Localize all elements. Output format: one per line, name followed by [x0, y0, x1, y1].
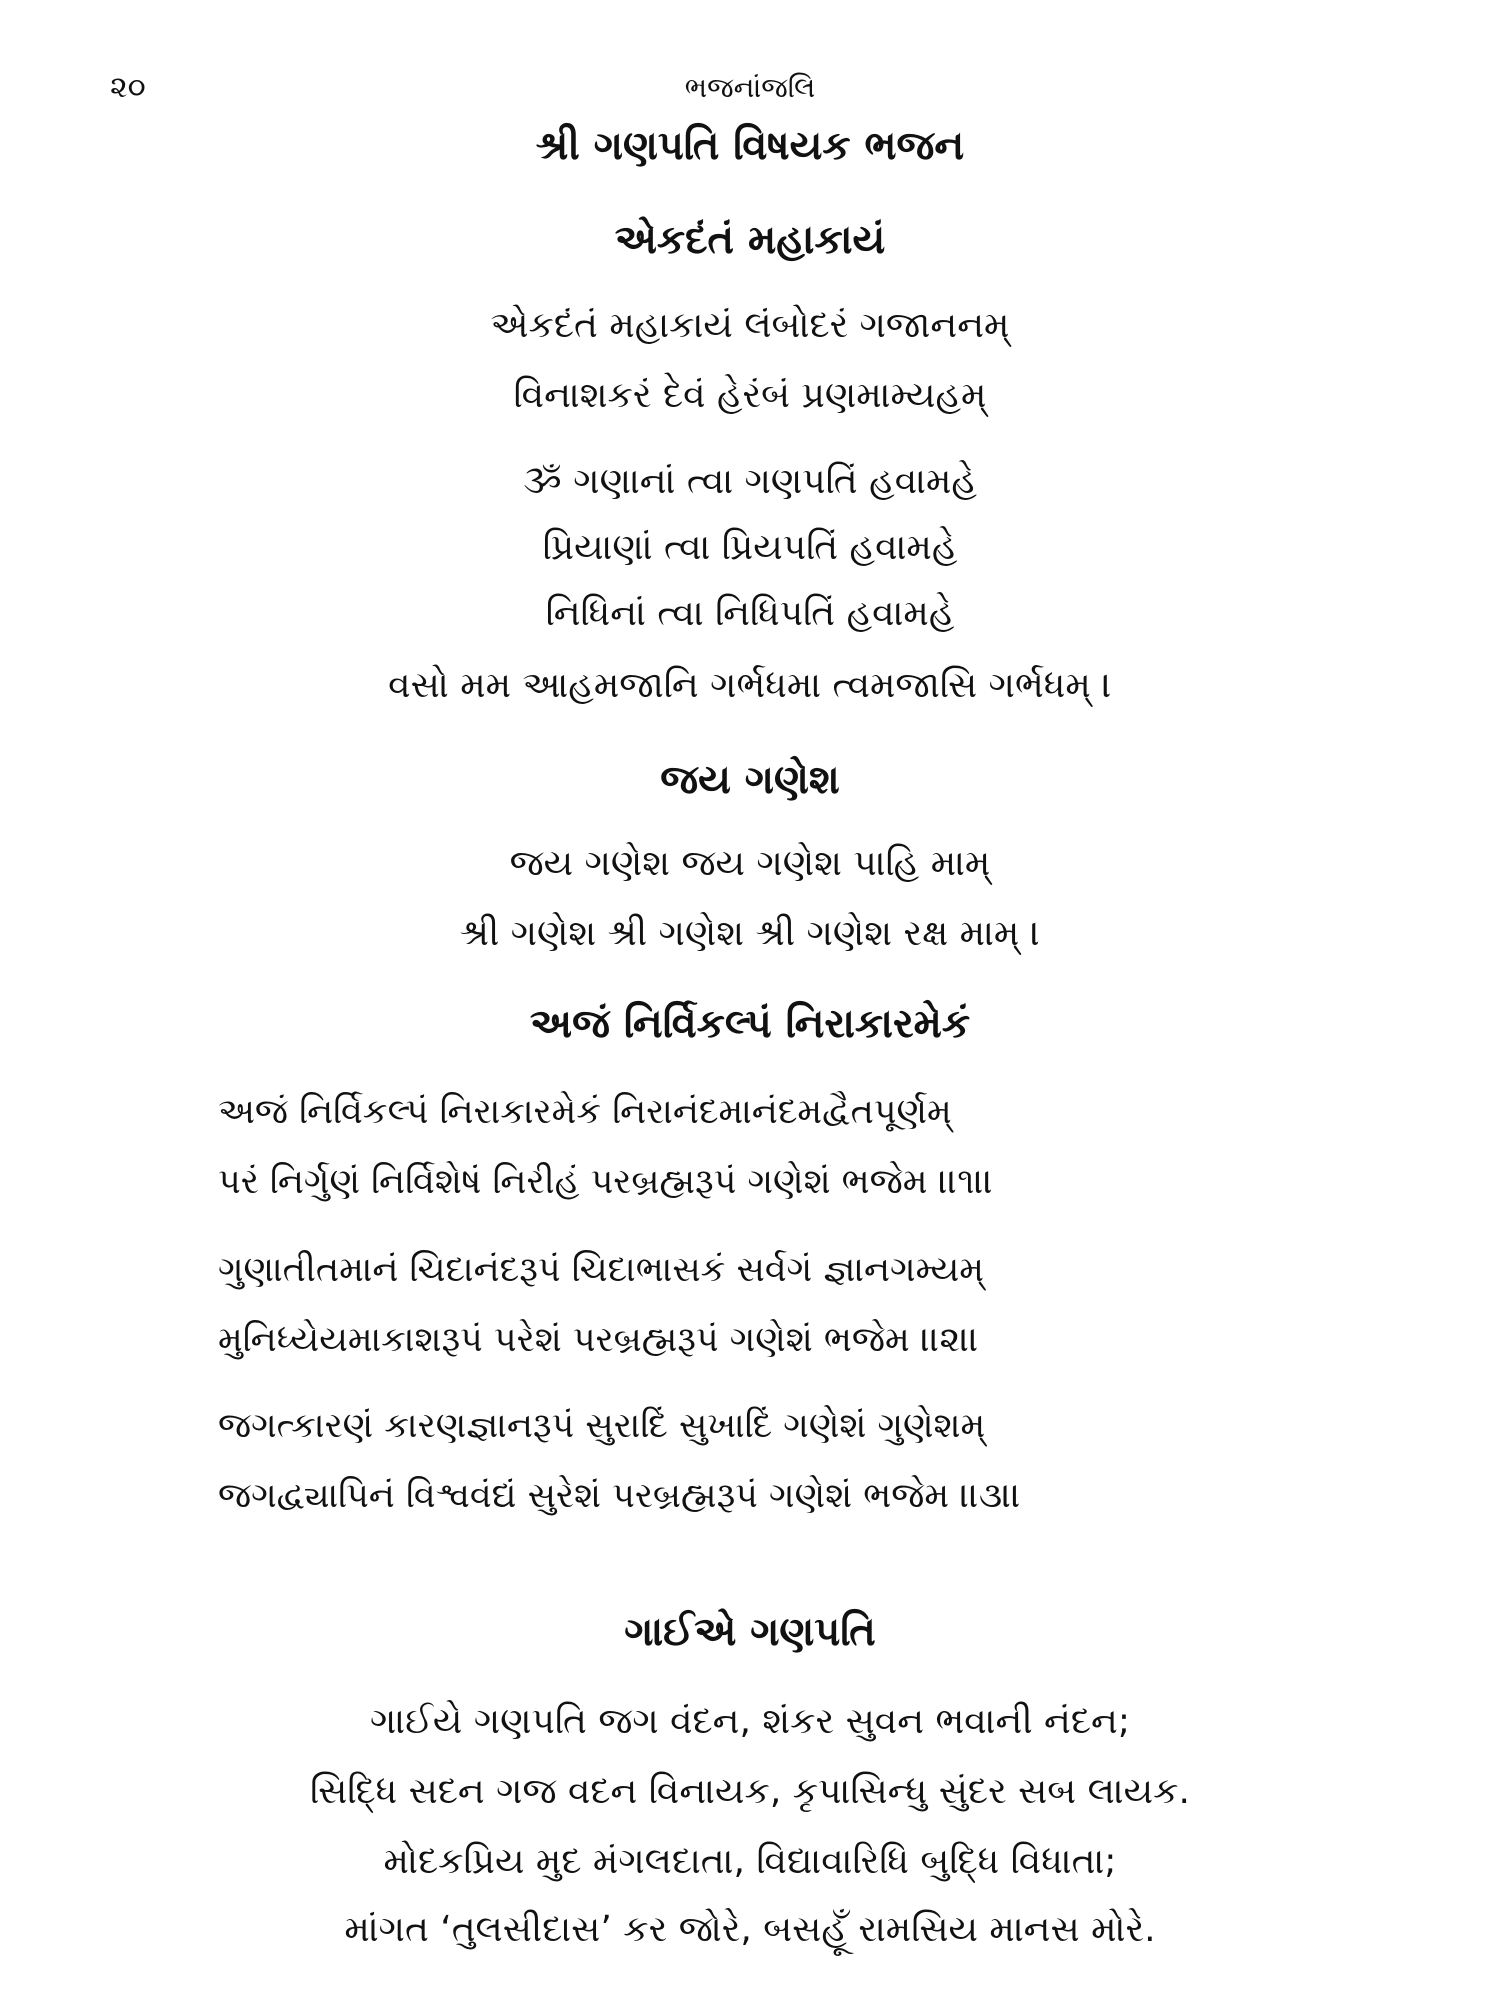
verse-line: પ્રિયાણાં ત્વા પ્રિયપતિં હવામહે: [542, 527, 958, 568]
verse-line: મોદકપ્રિય મુદ મંગલદાતા, વિદ્યાવારિધિ બુદ્ધિ વિધાતા;: [383, 1841, 1117, 1882]
running-title: ભજનાંજલિ: [684, 71, 816, 104]
verse-line: નિધિનાં ત્વા નિધિપતિં હવામહે: [545, 593, 955, 634]
section-heading-ajam-nirvikalpam: અજં નિર્વિકલ્પં નિરાકારમેકં: [529, 1001, 971, 1047]
verse-line: જગત્કારણં કારણજ્ઞાનરૂપં સુરાદિં સુખાદિં ગણેશં ગુણેશમ્: [218, 1406, 986, 1446]
verse-line: વસો મમ આહમજાનિ ગર્ભધમા ત્વમજાસિ ગર્ભધમ્ ।: [388, 665, 1112, 706]
verse-line: જય ગણેશ જય ગણેશ પાહિ મામ્: [509, 843, 991, 884]
verse-line: મુનિધ્યેયમાકાશરૂપં પરેશં પરબ્રહ્મરૂપં ગણેશં ભજેમ ।।૨।।: [218, 1320, 979, 1360]
verse-line: પરં નિર્ગુણં નિર્વિશેષં નિરીહં પરબ્રહ્મરૂપં ગણેશં ભજેમ ।।૧।।: [218, 1162, 994, 1202]
section-heading-jay-ganesh: જય ગણેશ: [660, 757, 840, 803]
verse-line: ગાઈયે ગણપતિ જગ વંદન, શંકર સુવન ભવાની નંદન;: [370, 1701, 1130, 1742]
verse-line: સિદ્ધિ સદન ગજ વદન વિનાયક, કૃપાસિન્ધુ સુંદર સબ લાયક.: [310, 1771, 1190, 1812]
page-number: ૨૦: [110, 70, 146, 105]
page-title: શ્રી ગણપતિ વિષયક ભજન: [535, 123, 965, 169]
verse-line: વિનાશકરં દેવં હેરંબં પ્રણમામ્યહમ્: [513, 375, 987, 416]
verse-line: ૐ ગણાનાં ત્વા ગણપતિં હવામહે: [523, 461, 977, 502]
section-heading-ekadantam: એકદંતં મહાકાયં: [614, 217, 886, 263]
verse-line: ગુણાતીતમાનં ચિદાનંદરૂપં ચિદાભાસકં સર્વગં જ્ઞાનગમ્યમ્: [218, 1250, 984, 1290]
verse-line: શ્રી ગણેશ શ્રી ગણેશ શ્રી ગણેશ રક્ષ મામ્ ।: [459, 913, 1041, 954]
verse-line: અજં નિર્વિકલ્પં નિરાકારમેકં નિરાનંદમાનંદમદ્વૈતપૂર્ણમ્: [218, 1092, 952, 1132]
section-heading-gaie-ganapati: ગાઈએ ગણપતિ: [624, 1609, 876, 1655]
verse-line: માંગત ‘તુલસીદાસ’ કર જોરે, બસહૂઁ રામસિય માનસ મોરે.: [344, 1909, 1156, 1950]
verse-line: એકદંતં મહાકાયં લંબોદરં ગજાનનમ્: [490, 305, 1010, 346]
verse-line: જગદ્વ્યાપિનં વિશ્વવંદ્યં સુરેશં પરબ્રહ્મરૂપં ગણેશં ભજેમ ।।૩।।: [218, 1476, 1021, 1516]
